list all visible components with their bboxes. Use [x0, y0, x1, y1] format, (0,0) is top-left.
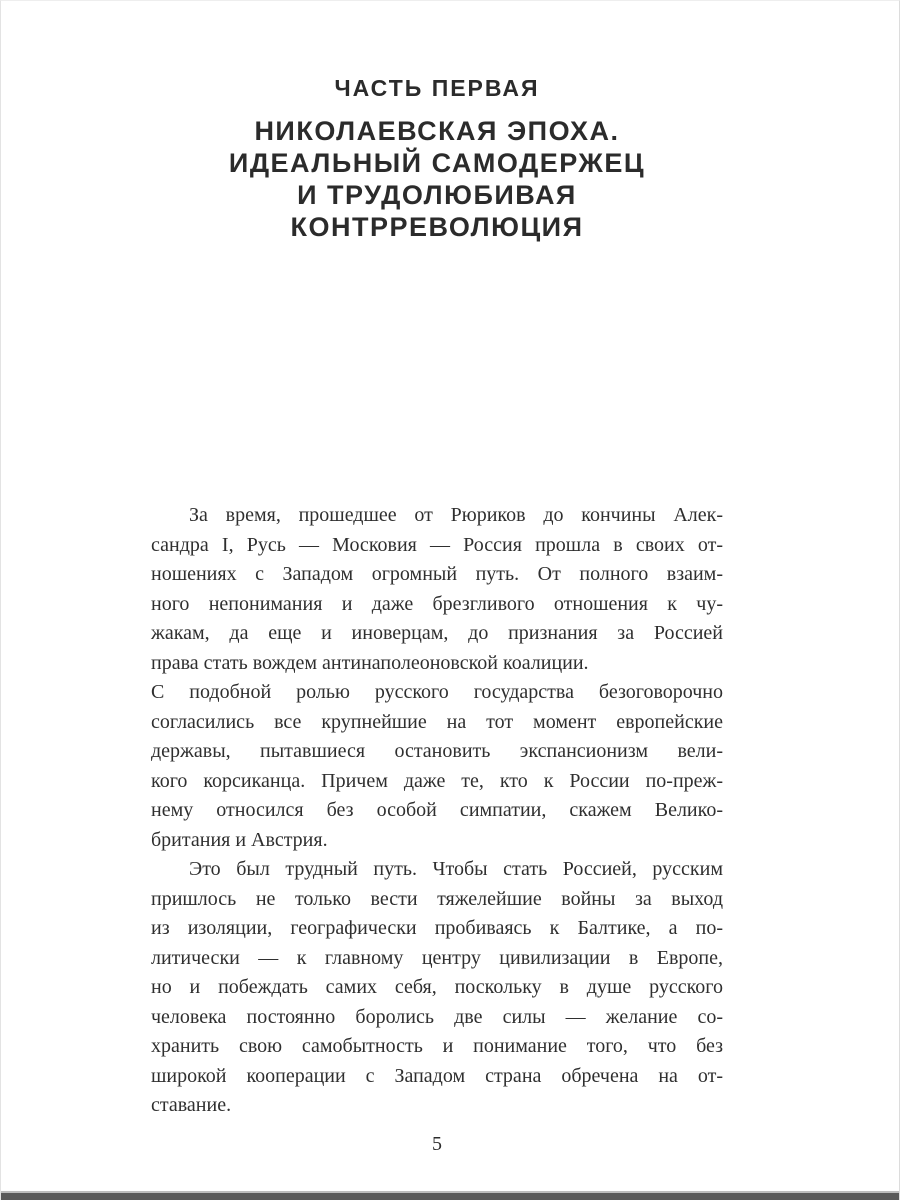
text-line: литически — к главному центру цивилизации в Европе, [151, 946, 723, 969]
paragraph [151, 855, 723, 1121]
text-line: но и побеждать самих себя, поскольку в душе русского [151, 976, 723, 998]
text-line: согласились все крупнейшие на тот момент европейские [151, 710, 723, 733]
text-line: ставание. [151, 1094, 232, 1116]
text-line: нему относился без особой симпатии, скажем Велико- [151, 799, 723, 821]
text-line: широкой кооперации с Западом страна обречена на от- [151, 1064, 723, 1087]
chapter-title-line: НИКОЛАЕВСКАЯ ЭПОХА. [254, 116, 620, 146]
text-line: С подобной ролью русского государства безоговорочно [151, 681, 723, 703]
text-line: из изоляции, географически пробиваясь к Балтике, а по- [151, 917, 723, 939]
page-content [151, 1, 723, 1156]
text-line: державы, пытавшиеся остановить экспансионизм вели- [151, 740, 723, 762]
text-line: права стать вождем антинаполеоновской коалиции. [151, 651, 589, 674]
part-label: ЧАСТЬ ПЕРВАЯ [334, 75, 540, 101]
text-line: ношениях с Западом огромный путь. От полного взаим- [151, 563, 723, 585]
paragraph [151, 501, 723, 678]
text-line: кого корсиканца. Причем даже те, кто к России по-преж- [151, 769, 723, 792]
text-line: Это был трудный путь. Чтобы стать Россией, русским [189, 858, 723, 880]
text-line: За время, прошедшее от Рюриков до кончины Алек- [189, 504, 723, 526]
text-line: жакам, да еще и иноверцам, до признания за Россией [151, 622, 723, 644]
chapter-title-line: ИДЕАЛЬНЫЙ САМОДЕРЖЕЦ [228, 148, 646, 178]
page-number: 5 [432, 1132, 442, 1155]
chapter-title [151, 115, 723, 243]
text-line: британия и Австрия. [151, 828, 328, 851]
chapter-title-line: И ТРУДОЛЮБИВАЯ КОНТРРЕВОЛЮЦИЯ [290, 180, 584, 242]
text-line: ного непонимания и даже брезгливого отношения к чу- [151, 592, 723, 615]
text-line: человека постоянно боролись две силы — желание со- [151, 1005, 723, 1028]
text-line: хранить свою самобытность и понимание того, что без [151, 1035, 723, 1057]
body-text [151, 501, 723, 1121]
page-bottom-edge [1, 1191, 899, 1200]
paragraph [151, 678, 723, 855]
text-line: сандра I, Русь — Московия — Россия прошла в своих от- [151, 533, 723, 556]
text-line: пришлось не только вести тяжелейшие войны за выход [151, 887, 723, 910]
